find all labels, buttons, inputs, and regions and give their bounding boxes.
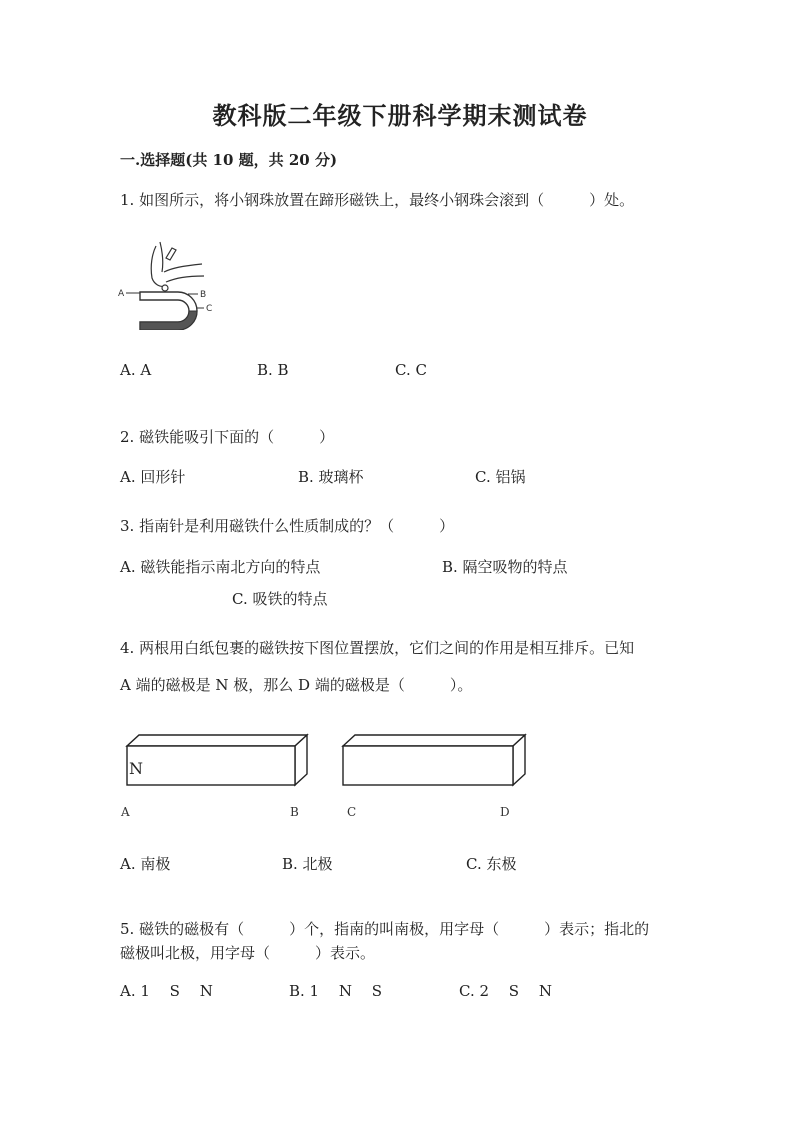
magnet-pole-label-n: N <box>129 759 143 778</box>
end-label-c: C <box>347 805 357 819</box>
question-5-stem-line-2: 磁极叫北极，用字母（ ）表示。 <box>120 944 376 962</box>
horseshoe-magnet-figure <box>116 238 216 330</box>
end-label-d: D <box>500 805 510 819</box>
question-4-option-a[interactable]: A. 南极 <box>120 855 171 873</box>
page-title: 教科版二年级下册科学期末测试卷 <box>212 101 588 130</box>
question-3-stem: 3. 指南针是利用磁铁什么性质制成的？（ ） <box>120 517 455 535</box>
question-1-option-a[interactable]: A. A <box>120 361 152 379</box>
question-2-option-b[interactable]: B. 玻璃杯 <box>298 468 364 486</box>
question-5-option-c[interactable]: C. 2 S N <box>459 982 552 1000</box>
question-1-stem: 1. 如图所示，将小钢珠放置在蹄形磁铁上，最终小钢珠会滚到（ ）处。 <box>120 191 635 209</box>
question-1-option-c[interactable]: C. C <box>395 361 427 379</box>
question-3-option-a[interactable]: A. 磁铁能指示南北方向的特点 <box>120 558 321 576</box>
question-4-option-c[interactable]: C. 东极 <box>466 855 517 873</box>
question-1-option-b[interactable]: B. B <box>257 361 289 379</box>
question-3-option-c[interactable]: C. 吸铁的特点 <box>232 590 328 608</box>
two-magnets-figure <box>120 730 530 830</box>
question-2-option-a[interactable]: A. 回形针 <box>120 468 186 486</box>
end-label-b: B <box>290 805 299 819</box>
section-heading: 一.选择题(共 10 题，共 20 分) <box>120 151 338 169</box>
question-2-stem: 2. 磁铁能吸引下面的（ ） <box>120 428 335 446</box>
question-2-option-c[interactable]: C. 铝锅 <box>475 468 526 486</box>
question-4-stem-line-1: 4. 两根用白纸包裹的磁铁按下图位置摆放，它们之间的作用是相互排斥。已知 <box>120 639 635 657</box>
question-5-option-b[interactable]: B. 1 N S <box>289 982 383 1000</box>
question-4-option-b[interactable]: B. 北极 <box>282 855 333 873</box>
question-3-option-b[interactable]: B. 隔空吸物的特点 <box>442 558 568 576</box>
figure-1-label-a: A <box>118 289 125 299</box>
question-5-stem-line-1: 5. 磁铁的磁极有（ ）个，指南的叫南极，用字母（ ）表示；指北的 <box>120 920 650 938</box>
end-label-a: A <box>121 805 130 819</box>
figure-1-label-c: C <box>206 304 213 314</box>
question-4-stem-line-2: A 端的磁极是 N 极，那么 D 端的磁极是（ ）。 <box>120 676 473 694</box>
figure-1-label-b: B <box>200 290 207 300</box>
question-5-option-a[interactable]: A. 1 S N <box>120 982 213 1000</box>
